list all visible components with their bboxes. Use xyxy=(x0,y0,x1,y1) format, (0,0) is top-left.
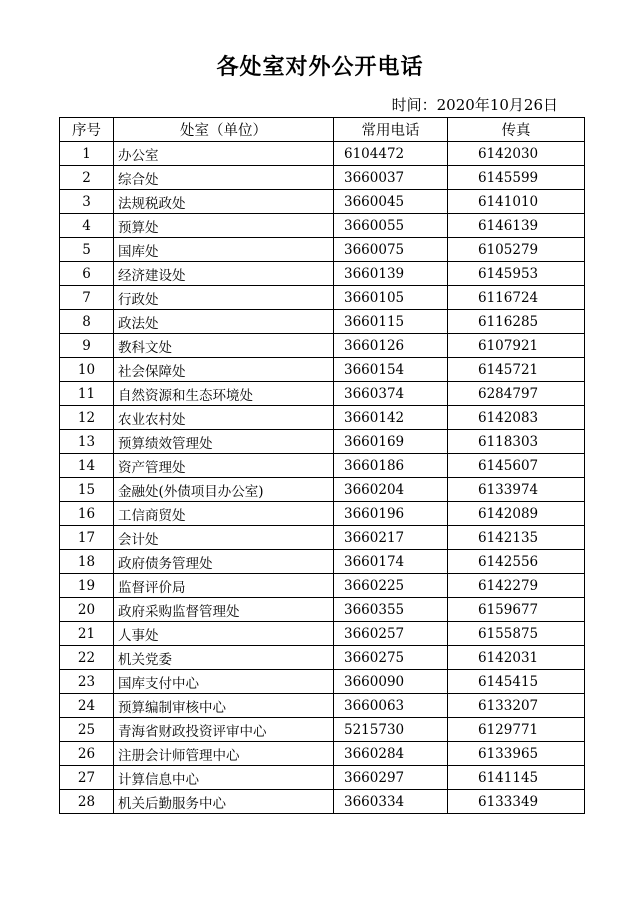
phone-number: 3660374 xyxy=(334,382,448,406)
office-name: 办公室 xyxy=(114,142,334,166)
table-row xyxy=(60,598,585,622)
fax-number: 6116285 xyxy=(448,310,585,334)
table-row xyxy=(60,190,585,214)
office-name: 会计处 xyxy=(114,526,334,550)
row-number: 27 xyxy=(60,766,114,790)
phone-number: 3660142 xyxy=(334,406,448,430)
fax-number: 6142031 xyxy=(448,646,585,670)
phone-number: 3660055 xyxy=(334,214,448,238)
fax-number: 6284797 xyxy=(448,382,585,406)
office-name: 人事处 xyxy=(114,622,334,646)
table-row xyxy=(60,742,585,766)
fax-number: 6133974 xyxy=(448,478,585,502)
fax-number: 6145599 xyxy=(448,166,585,190)
office-name: 综合处 xyxy=(114,166,334,190)
table-row xyxy=(60,310,585,334)
table-row xyxy=(60,550,585,574)
table-row xyxy=(60,694,585,718)
fax-number: 6142279 xyxy=(448,574,585,598)
office-name: 计算信息中心 xyxy=(114,766,334,790)
phone-number: 3660154 xyxy=(334,358,448,382)
row-number: 2 xyxy=(60,166,114,190)
phone-number: 3660225 xyxy=(334,574,448,598)
table-row xyxy=(60,622,585,646)
table-row xyxy=(60,382,585,406)
row-number: 14 xyxy=(60,454,114,478)
fax-number: 6129771 xyxy=(448,718,585,742)
table-row xyxy=(60,358,585,382)
table-row xyxy=(60,214,585,238)
office-name: 法规税政处 xyxy=(114,190,334,214)
office-name: 青海省财政投资评审中心 xyxy=(114,718,334,742)
office-name: 政法处 xyxy=(114,310,334,334)
fax-number: 6145607 xyxy=(448,454,585,478)
table-row xyxy=(60,142,585,166)
row-number: 5 xyxy=(60,238,114,262)
phone-number: 3660174 xyxy=(334,550,448,574)
phone-number: 3660045 xyxy=(334,190,448,214)
table-row xyxy=(60,286,585,310)
office-name: 注册会计师管理中心 xyxy=(114,742,334,766)
office-name: 政府采购监督管理处 xyxy=(114,598,334,622)
row-number: 9 xyxy=(60,334,114,358)
fax-number: 6141010 xyxy=(448,190,585,214)
fax-number: 6145721 xyxy=(448,358,585,382)
fax-number: 6107921 xyxy=(448,334,585,358)
row-number: 18 xyxy=(60,550,114,574)
fax-number: 6116724 xyxy=(448,286,585,310)
table-row xyxy=(60,718,585,742)
row-number: 6 xyxy=(60,262,114,286)
table-header-row xyxy=(60,118,585,142)
row-number: 8 xyxy=(60,310,114,334)
table-row xyxy=(60,670,585,694)
row-number: 12 xyxy=(60,406,114,430)
page-title: 各处室对外公开电话 xyxy=(216,55,424,80)
office-name: 国库支付中心 xyxy=(114,670,334,694)
office-name: 资产管理处 xyxy=(114,454,334,478)
table-row xyxy=(60,790,585,814)
row-number: 28 xyxy=(60,790,114,814)
table-row xyxy=(60,574,585,598)
phone-number: 3660217 xyxy=(334,526,448,550)
office-name: 预算处 xyxy=(114,214,334,238)
fax-number: 6142089 xyxy=(448,502,585,526)
header-no: 序号 xyxy=(60,118,114,142)
header-name: 处室（单位） xyxy=(114,118,334,142)
office-name: 自然资源和生态环境处 xyxy=(114,382,334,406)
phone-number: 3660115 xyxy=(334,310,448,334)
table-body xyxy=(60,142,585,814)
table-row xyxy=(60,766,585,790)
fax-number: 6155875 xyxy=(448,622,585,646)
fax-number: 6133965 xyxy=(448,742,585,766)
office-name: 国库处 xyxy=(114,238,334,262)
fax-number: 6145415 xyxy=(448,670,585,694)
office-name: 政府债务管理处 xyxy=(114,550,334,574)
row-number: 19 xyxy=(60,574,114,598)
fax-number: 6142030 xyxy=(448,142,585,166)
office-name: 预算编制审核中心 xyxy=(114,694,334,718)
table-row xyxy=(60,430,585,454)
date-label: 时间：2020年10月26日 xyxy=(391,96,558,114)
office-name: 农业农村处 xyxy=(114,406,334,430)
fax-number: 6133207 xyxy=(448,694,585,718)
row-number: 21 xyxy=(60,622,114,646)
table-row xyxy=(60,406,585,430)
row-number: 11 xyxy=(60,382,114,406)
row-number: 16 xyxy=(60,502,114,526)
phone-number: 3660284 xyxy=(334,742,448,766)
row-number: 26 xyxy=(60,742,114,766)
office-name: 社会保障处 xyxy=(114,358,334,382)
phone-number: 3660275 xyxy=(334,646,448,670)
phone-number: 3660063 xyxy=(334,694,448,718)
table-row xyxy=(60,334,585,358)
phone-number: 3660075 xyxy=(334,238,448,262)
phone-number: 3660196 xyxy=(334,502,448,526)
table-row xyxy=(60,646,585,670)
fax-number: 6146139 xyxy=(448,214,585,238)
row-number: 20 xyxy=(60,598,114,622)
table-row xyxy=(60,526,585,550)
phone-number: 3660297 xyxy=(334,766,448,790)
fax-number: 6159677 xyxy=(448,598,585,622)
office-name: 机关后勤服务中心 xyxy=(114,790,334,814)
row-number: 13 xyxy=(60,430,114,454)
table-row xyxy=(60,238,585,262)
phone-number: 3660126 xyxy=(334,334,448,358)
table-row xyxy=(60,166,585,190)
phone-table xyxy=(59,117,585,814)
fax-number: 6105279 xyxy=(448,238,585,262)
phone-number: 5215730 xyxy=(334,718,448,742)
fax-number: 6145953 xyxy=(448,262,585,286)
row-number: 3 xyxy=(60,190,114,214)
phone-number: 3660139 xyxy=(334,262,448,286)
office-name: 工信商贸处 xyxy=(114,502,334,526)
row-number: 24 xyxy=(60,694,114,718)
office-name: 经济建设处 xyxy=(114,262,334,286)
row-number: 1 xyxy=(60,142,114,166)
row-number: 15 xyxy=(60,478,114,502)
phone-number: 3660037 xyxy=(334,166,448,190)
header-tel: 常用电话 xyxy=(334,118,448,142)
fax-number: 6142135 xyxy=(448,526,585,550)
phone-number: 3660186 xyxy=(334,454,448,478)
office-name: 监督评价局 xyxy=(114,574,334,598)
fax-number: 6141145 xyxy=(448,766,585,790)
office-name: 教科文处 xyxy=(114,334,334,358)
fax-number: 6142083 xyxy=(448,406,585,430)
table-row xyxy=(60,454,585,478)
phone-number: 3660257 xyxy=(334,622,448,646)
phone-number: 3660204 xyxy=(334,478,448,502)
fax-number: 6142556 xyxy=(448,550,585,574)
phone-number: 3660355 xyxy=(334,598,448,622)
office-name: 行政处 xyxy=(114,286,334,310)
row-number: 10 xyxy=(60,358,114,382)
row-number: 4 xyxy=(60,214,114,238)
fax-number: 6118303 xyxy=(448,430,585,454)
office-name: 金融处(外债项目办公室) xyxy=(114,478,334,502)
phone-number: 3660169 xyxy=(334,430,448,454)
header-fax: 传真 xyxy=(448,118,585,142)
phone-number: 3660334 xyxy=(334,790,448,814)
office-name: 机关党委 xyxy=(114,646,334,670)
table-row xyxy=(60,262,585,286)
row-number: 22 xyxy=(60,646,114,670)
phone-number: 3660105 xyxy=(334,286,448,310)
table-row xyxy=(60,478,585,502)
table-row xyxy=(60,502,585,526)
row-number: 17 xyxy=(60,526,114,550)
phone-number: 3660090 xyxy=(334,670,448,694)
row-number: 25 xyxy=(60,718,114,742)
row-number: 7 xyxy=(60,286,114,310)
row-number: 23 xyxy=(60,670,114,694)
fax-number: 6133349 xyxy=(448,790,585,814)
phone-number: 6104472 xyxy=(334,142,448,166)
office-name: 预算绩效管理处 xyxy=(114,430,334,454)
